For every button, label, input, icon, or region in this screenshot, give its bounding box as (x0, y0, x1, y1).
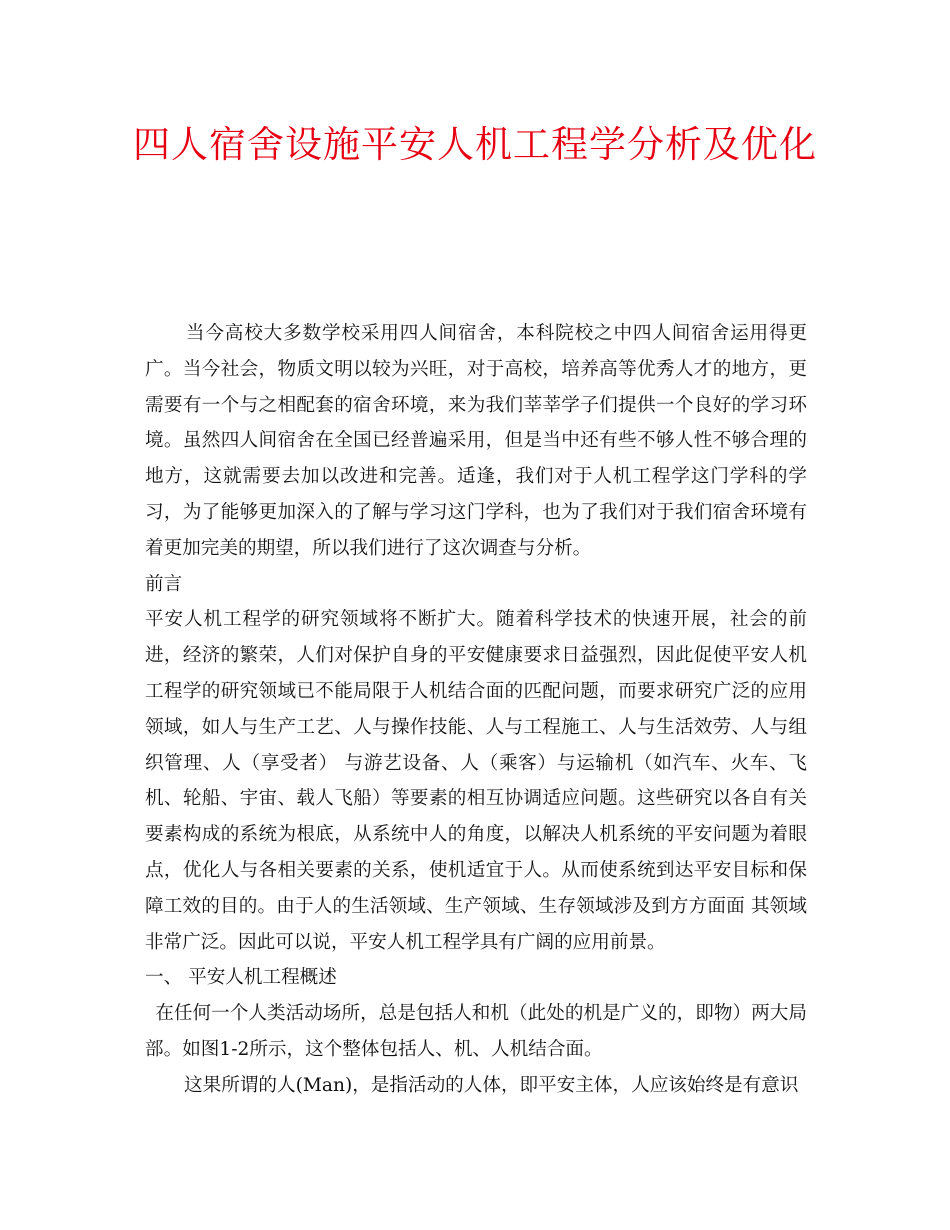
document-body (145, 316, 807, 1104)
preface-paragraph: 平安人机工程学的研究领域将不断扩大。随着科学技术的快速开展，社会的前进，经济的繁荣，人们对保护自身的平安健康要求日益强烈，因此促使平安人机工程学的研究领域已不能局限于人机结合面的匹配问题，而要求研究广泛的应用领域，如人与生产工艺、人与操作技能、人与工程施工、人与生活效劳、人与组织管理、人（享受者） 与游艺设备、人（乘客）与运输机（如汽车、火车、飞机、轮船、宇宙、载人飞船）等要素的相互协调适应问题。这些研究以各自有关要素构成的系统为根底，从系统中人的角度，以解决人机系统的平安问题为着眼点，优化人与各相关要素的关系，使机适宜于人。从而使系统到达平安目标和保障工效的目的。由于人的生活领域、生产领域、生存领域涉及到方方面面 其领域非常广泛。因此可以说，平安人机工程学具有广阔的应用前景。 (145, 609, 807, 953)
section-1-paragraph-1: 在任何一个人类活动场所，总是包括人和机（此处的机是广义的，即物）两大局部。如图1-2所示，这个整体包括人、机、人机结合面。 (145, 1003, 807, 1060)
section-heading-preface: 前言 (145, 573, 183, 595)
section-heading-1: 一、 平安人机工程概述 (145, 967, 337, 989)
intro-paragraph: 当今高校大多数学校采用四人间宿舍，本科院校之中四人间宿舍运用得更广。当今社会，物质文明以较为兴旺，对于高校，培养高等优秀人才的地方，更需要有一个与之相配套的宿舍环境，来为我们莘莘学子们提供一个良好的学习环境。虽然四人间宿舍在全国已经普遍采用，但是当中还有些不够人性不够合理的地方，这就需要去加以改进和完善。适逢，我们对于人机工程学这门学科的学习，为了能够更加深入的了解与学习这门学科，也为了我们对于我们宿舍环境有着更加完美的期望，所以我们进行了这次调查与分析。 (145, 323, 807, 559)
section-1-paragraph-2: 这果所谓的人(Man)，是指活动的人体，即平安主体，人应该始终是有意识 (184, 1074, 799, 1096)
document-title: 四人宿舍设施平安人机工程学分析及优化 (133, 123, 817, 166)
